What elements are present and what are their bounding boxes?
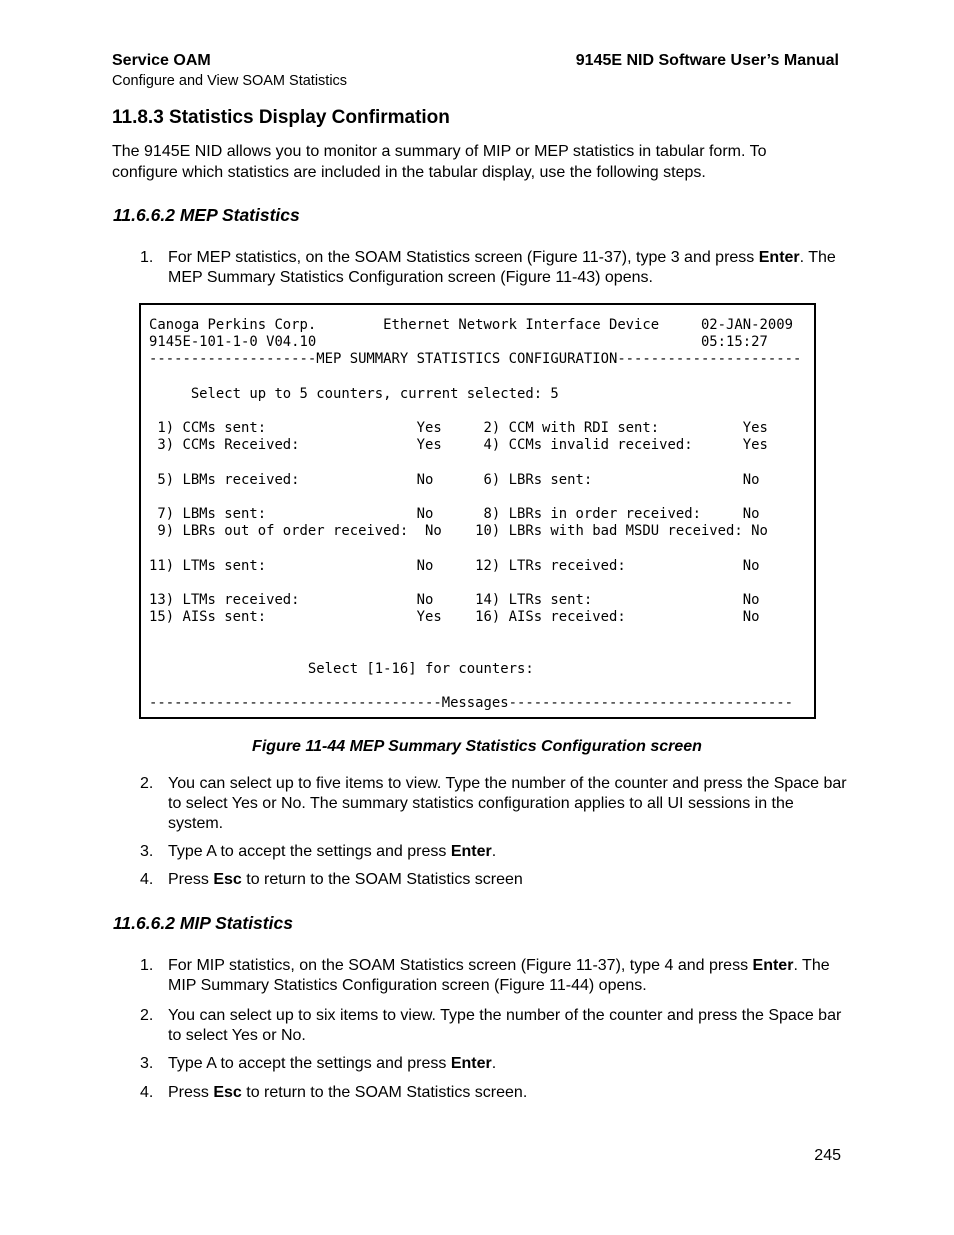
header-subsection: Configure and View SOAM Statistics bbox=[112, 73, 348, 89]
page-number: 245 bbox=[814, 1147, 841, 1164]
step-number: 1. bbox=[140, 249, 154, 266]
step-number: 3. bbox=[140, 1055, 154, 1072]
step-number: 4. bbox=[140, 1084, 154, 1101]
step-number: 2. bbox=[140, 1007, 154, 1024]
step-text: You can select up to six items to view. Type the number of the counter and press the Space bar to select Yes or No. bbox=[168, 1007, 842, 1044]
mip-heading: 11.6.6.2 MIP Statistics bbox=[113, 913, 293, 933]
figure-caption: Figure 11-44 MEP Summary Statistics Configuration screen bbox=[252, 738, 702, 755]
step-number: 1. bbox=[140, 957, 154, 974]
mep-heading: 11.6.6.2 MEP Statistics bbox=[113, 205, 300, 225]
step-number: 4. bbox=[140, 871, 154, 888]
step-text: You can select up to five items to view. Type the number of the counter and press the Space bar to select Yes or No. The summary statistics configuration applies to all UI sessions in the system. bbox=[168, 775, 847, 832]
step-text: Press Esc to return to the SOAM Statistics screen bbox=[168, 871, 523, 888]
terminal-text: Canoga Perkins Corp. Ethernet Network Interface Device 02-JAN-2009 9145E-101-1-0 V04.10 05:15:27 --------------------MEP SUMMARY STATISTICS CONFIGURATION---------------------- Select up to 5 counters, current selected: 5 1) CCMs sent: Yes 2) CCM with RDI sent: Yes 3) CCMs Received: Yes 4) CCMs invalid received: Yes 5) LBMs received: No 6) LBRs sent: No 7) LBMs sent: No 8) LBRs in order received: No 9) LBRs out of order received: No 10) LBRs with bad MSDU received: No 11) LTMs sent: No 12) LTRs received: No 13) LTMs received: No 14) LTRs sent: No 15) AISs sent: Yes 16) AISs received: No Select [1-16] for counters: -----------------------------------Messages---------------------------------- bbox=[149, 317, 802, 712]
step-text: Type A to accept the settings and press Enter. bbox=[168, 843, 497, 860]
step-number: 3. bbox=[140, 843, 154, 860]
step-text: Press Esc to return to the SOAM Statistics screen. bbox=[168, 1084, 528, 1101]
intro-paragraph: The 9145E NID allows you to monitor a summary of MIP or MEP statistics in tabular form. To configure which statistics are included in the tabular display, use the following steps. bbox=[112, 143, 767, 181]
step-text: For MEP statistics, on the SOAM Statistics screen (Figure 11-37), type 3 and press Enter. The MEP Summary Statistics Configuration screen (Figure 11-43) opens. bbox=[168, 249, 836, 286]
terminal-screen bbox=[139, 303, 816, 719]
section-heading: 11.8.3 Statistics Display Confirmation bbox=[112, 107, 450, 128]
header-manual-title: 9145E NID Software User’s Manual bbox=[575, 52, 839, 69]
step-text: For MIP statistics, on the SOAM Statistics screen (Figure 11-37), type 4 and press Enter. The MIP Summary Statistics Configuration screen (Figure 11-44) opens. bbox=[168, 957, 830, 994]
header-section: Service OAM bbox=[112, 52, 211, 69]
step-text: Type A to accept the settings and press Enter. bbox=[168, 1055, 497, 1072]
step-number: 2. bbox=[140, 775, 154, 792]
